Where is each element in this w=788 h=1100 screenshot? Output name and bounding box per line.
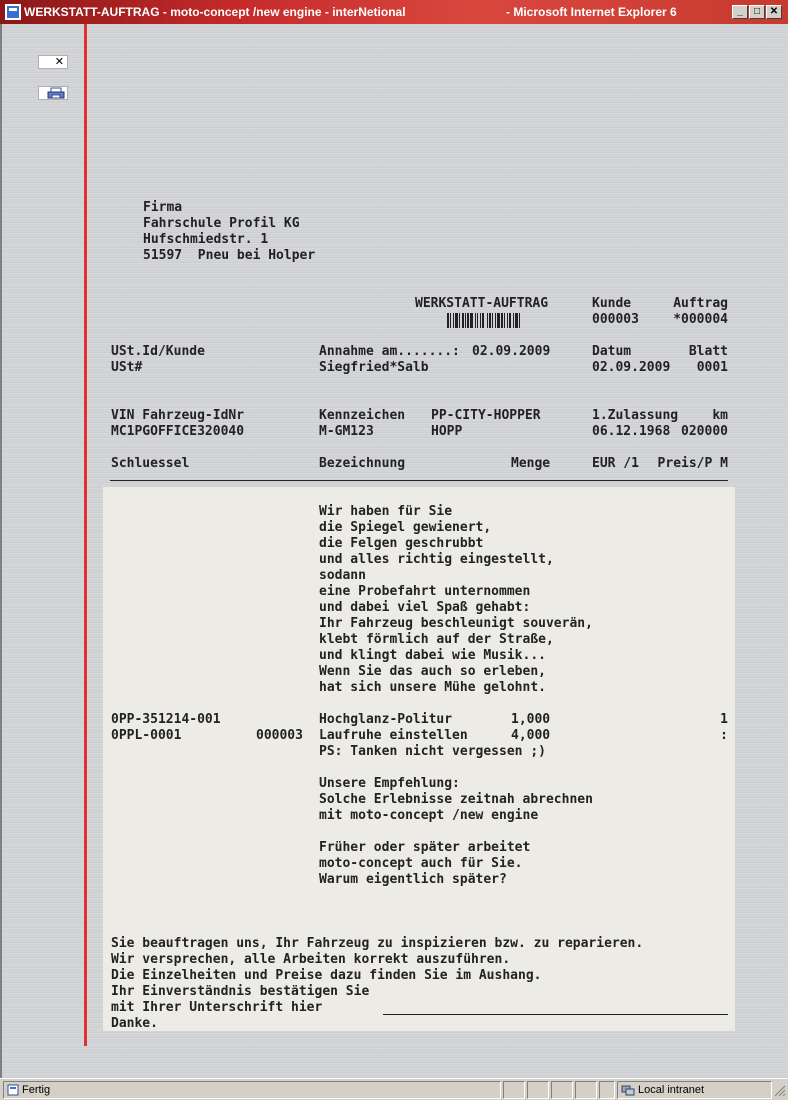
vin-value: MC1PGOFFICE320040 <box>111 424 245 439</box>
footer-line: Die Einzelheiten und Preise dazu finden Sie im Aushang. <box>111 968 542 983</box>
close-document-button[interactable]: ✕ <box>38 55 68 69</box>
col-bezeichnung: Bezeichnung <box>319 456 406 471</box>
note-line: Solche Erlebnisse zeitnah abrechnen <box>319 792 593 807</box>
item-desc: Laufruhe einstellen <box>319 728 468 743</box>
note-line: Warum eigentlich später? <box>319 872 507 887</box>
poem-line: die Felgen geschrubbt <box>319 536 484 551</box>
note-line: moto-concept auch für Sie. <box>319 856 523 871</box>
note-line: Unsere Empfehlung: <box>319 776 460 791</box>
km-value: 020000 <box>681 424 728 439</box>
note-line: mit moto-concept /new engine <box>319 808 539 823</box>
window-app-title: - Microsoft Internet Explorer 6 <box>506 5 677 19</box>
poem-line: und dabei viel Spaß gehabt: <box>319 600 531 615</box>
item-key: 0PPL-0001 <box>111 728 182 743</box>
zulassung-value: 06.12.1968 <box>592 424 671 439</box>
km-label: km <box>712 408 728 423</box>
item-qty: 1,000 <box>511 712 551 727</box>
item-ref: 000003 <box>256 728 303 743</box>
zone-text: Local intranet <box>638 1084 705 1096</box>
kennzeichen-value: M-GM123 <box>319 424 374 439</box>
status-pane <box>575 1081 597 1099</box>
annahme-person: Siegfried*Salb <box>319 360 429 375</box>
poem-line: eine Probefahrt unternommen <box>319 584 531 599</box>
window-title: WERKSTATT-AUFTRAG - moto-concept /new engine - interNetional <box>24 5 406 19</box>
item-desc: Hochglanz-Politur <box>319 712 453 727</box>
intranet-icon <box>621 1084 635 1096</box>
col-preis: Preis/P M <box>657 456 728 471</box>
poem-line: hat sich unsere Mühe gelohnt. <box>319 680 546 695</box>
footer-line: Wir versprechen, alle Arbeiten korrekt auszuführen. <box>111 952 511 967</box>
col-schluessel: Schluessel <box>111 456 190 471</box>
annahme-date: 02.09.2009 <box>472 344 551 359</box>
status-pane <box>503 1081 525 1099</box>
item-key: 0PP-351214-001 <box>111 712 221 727</box>
kunde-label: Kunde <box>592 296 632 311</box>
page-content <box>0 24 788 1078</box>
status-text: Fertig <box>22 1084 51 1096</box>
header-rule <box>110 480 728 481</box>
footer-line: mit Ihrer Unterschrift hier <box>111 1000 323 1015</box>
resize-grip-icon[interactable] <box>774 1085 786 1097</box>
maximize-button[interactable]: □ <box>749 5 765 19</box>
status-zone <box>617 1081 772 1099</box>
status-left <box>3 1081 501 1099</box>
model-value: HOPP <box>431 424 463 439</box>
poem-line: Ihr Fahrzeug beschleunigt souverän, <box>319 616 593 631</box>
ust-label: USt# <box>111 360 143 375</box>
footer-line: Danke. <box>111 1016 158 1031</box>
model-label: PP-CITY-HOPPER <box>431 408 541 423</box>
vin-label: VIN Fahrzeug-IdNr <box>111 408 245 423</box>
poem-line: sodann <box>319 568 366 583</box>
datum-label: Datum <box>592 344 632 359</box>
kunde-value: 000003 <box>592 312 639 327</box>
ustid-label: USt.Id/Kunde <box>111 344 205 359</box>
poem-line: die Spiegel gewienert, <box>319 520 492 535</box>
item-qty: 4,000 <box>511 728 551 743</box>
blatt-label: Blatt <box>688 344 728 359</box>
barcode <box>447 313 551 328</box>
ie-icon <box>5 4 21 20</box>
poem-line: und alles richtig eingestellt, <box>319 552 554 567</box>
footer-line: Ihr Einverständnis bestätigen Sie <box>111 984 370 999</box>
poem-line: Wenn Sie das auch so erleben, <box>319 664 546 679</box>
page-icon <box>7 1084 19 1096</box>
datum-value: 02.09.2009 <box>592 360 671 375</box>
annahme-label: Annahme am.......: <box>319 344 460 359</box>
close-window-button[interactable]: ✕ <box>766 5 782 19</box>
col-eur: EUR /1 <box>592 456 639 471</box>
address-street: Hufschmiedstr. 1 <box>143 232 269 247</box>
status-bar <box>0 1078 788 1100</box>
signature-line <box>383 1014 728 1015</box>
auftrag-label: Auftrag <box>673 296 728 311</box>
zulassung-label: 1.Zulassung <box>592 408 679 423</box>
kennzeichen-label: Kennzeichen <box>319 408 406 423</box>
address-company: Fahrschule Profil KG <box>143 216 300 231</box>
poem-line: klebt förmlich auf der Straße, <box>319 632 554 647</box>
status-pane <box>527 1081 549 1099</box>
address-city: 51597 Pneu bei Holper <box>143 248 316 263</box>
note-line: PS: Tanken nicht vergessen ;) <box>319 744 546 759</box>
blatt-value: 0001 <box>696 360 728 375</box>
status-pane <box>551 1081 573 1099</box>
status-pane <box>599 1081 615 1099</box>
minimize-button[interactable]: _ <box>732 5 748 19</box>
poem-line: und klingt dabei wie Musik... <box>319 648 546 663</box>
poem-line: Wir haben für Sie <box>319 504 453 519</box>
print-button[interactable] <box>38 86 68 100</box>
printer-icon <box>46 87 66 99</box>
doc-title: WERKSTATT-AUFTRAG <box>415 296 549 311</box>
note-line: Früher oder später arbeitet <box>319 840 531 855</box>
footer-line: Sie beauftragen uns, Ihr Fahrzeug zu inspizieren bzw. zu reparieren. <box>111 936 644 951</box>
address-firma: Firma <box>143 200 183 215</box>
auftrag-value: *000004 <box>673 312 728 327</box>
title-bar <box>0 0 788 24</box>
col-menge: Menge <box>511 456 551 471</box>
margin-line <box>84 24 87 1046</box>
item-end: : <box>720 728 728 743</box>
item-end: 1 <box>720 712 728 727</box>
